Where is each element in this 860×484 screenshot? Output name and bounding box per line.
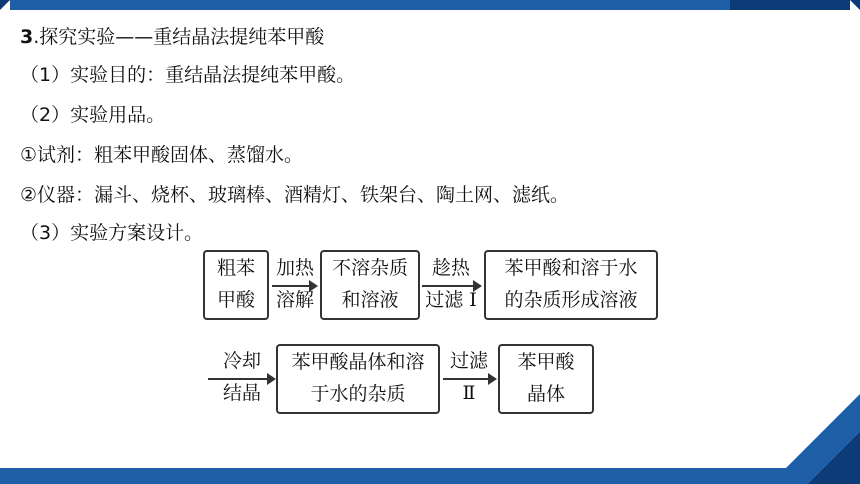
bottom-decor-bar (0, 468, 818, 484)
flow-step-text: 趁热 (431, 257, 470, 279)
flow-box-text: 苯甲酸晶体和溶 (291, 351, 425, 373)
section-title: .探究实验——重结晶法提纯苯甲酸 (33, 26, 325, 48)
top-decor-bar (10, 0, 850, 10)
flow-box-text: 甲酸 (216, 289, 255, 311)
flow-box-acid-crystal (498, 344, 594, 414)
flow-arrow (422, 285, 480, 287)
flow-step-text: 过滤 Ⅰ (425, 289, 477, 311)
flow-box-text: 粗苯 (216, 257, 255, 279)
text-line-purpose: （1）实验目的：重结晶法提纯苯甲酸。 (20, 64, 356, 86)
flow-box-acid-solution (484, 250, 658, 320)
flow-step-cool-crystallize (212, 345, 272, 409)
text-line-reagents: ①试剂：粗苯甲酸固体、蒸馏水。 (20, 144, 304, 166)
flow-box-text: 苯甲酸和溶于水 (504, 257, 638, 279)
flow-step-text: 过滤 (449, 350, 488, 372)
top-decor-bar-dark (730, 0, 850, 10)
flow-step-text: 溶解 (275, 289, 314, 311)
flow-step-text: 冷却 (222, 350, 261, 372)
flow-box-text: 的杂质形成溶液 (504, 289, 638, 311)
section-heading (20, 24, 324, 50)
flow-box-crystal-impurity (276, 344, 440, 414)
flow-step-text: Ⅱ (462, 382, 476, 404)
flow-step-text: 加热 (275, 257, 314, 279)
flow-step-text: 结晶 (222, 382, 261, 404)
bottom-right-decor-dark (808, 432, 860, 484)
flow-box-text: 不溶杂质 (331, 257, 408, 279)
top-left-corner-decor (0, 0, 10, 10)
section-number: 3 (20, 26, 34, 48)
text-line-materials: （2）实验用品。 (20, 104, 166, 126)
text-line-instruments: ②仪器：漏斗、烧杯、玻璃棒、酒精灯、铁架台、陶土网、滤纸。 (20, 184, 570, 206)
text-line-design: （3）实验方案设计。 (20, 222, 204, 244)
flow-box-text: 于水的杂质 (310, 383, 406, 405)
flow-box-crude-acid (203, 250, 269, 320)
flow-box-text: 苯甲酸 (517, 351, 575, 373)
flow-box-text: 晶体 (526, 383, 565, 405)
flow-box-text: 和溶液 (341, 289, 399, 311)
flow-arrow (208, 378, 274, 380)
top-right-corner-decor (850, 0, 860, 10)
flow-arrow (272, 285, 316, 287)
flow-box-insoluble-solution (320, 250, 420, 320)
flow-arrow (443, 378, 495, 380)
